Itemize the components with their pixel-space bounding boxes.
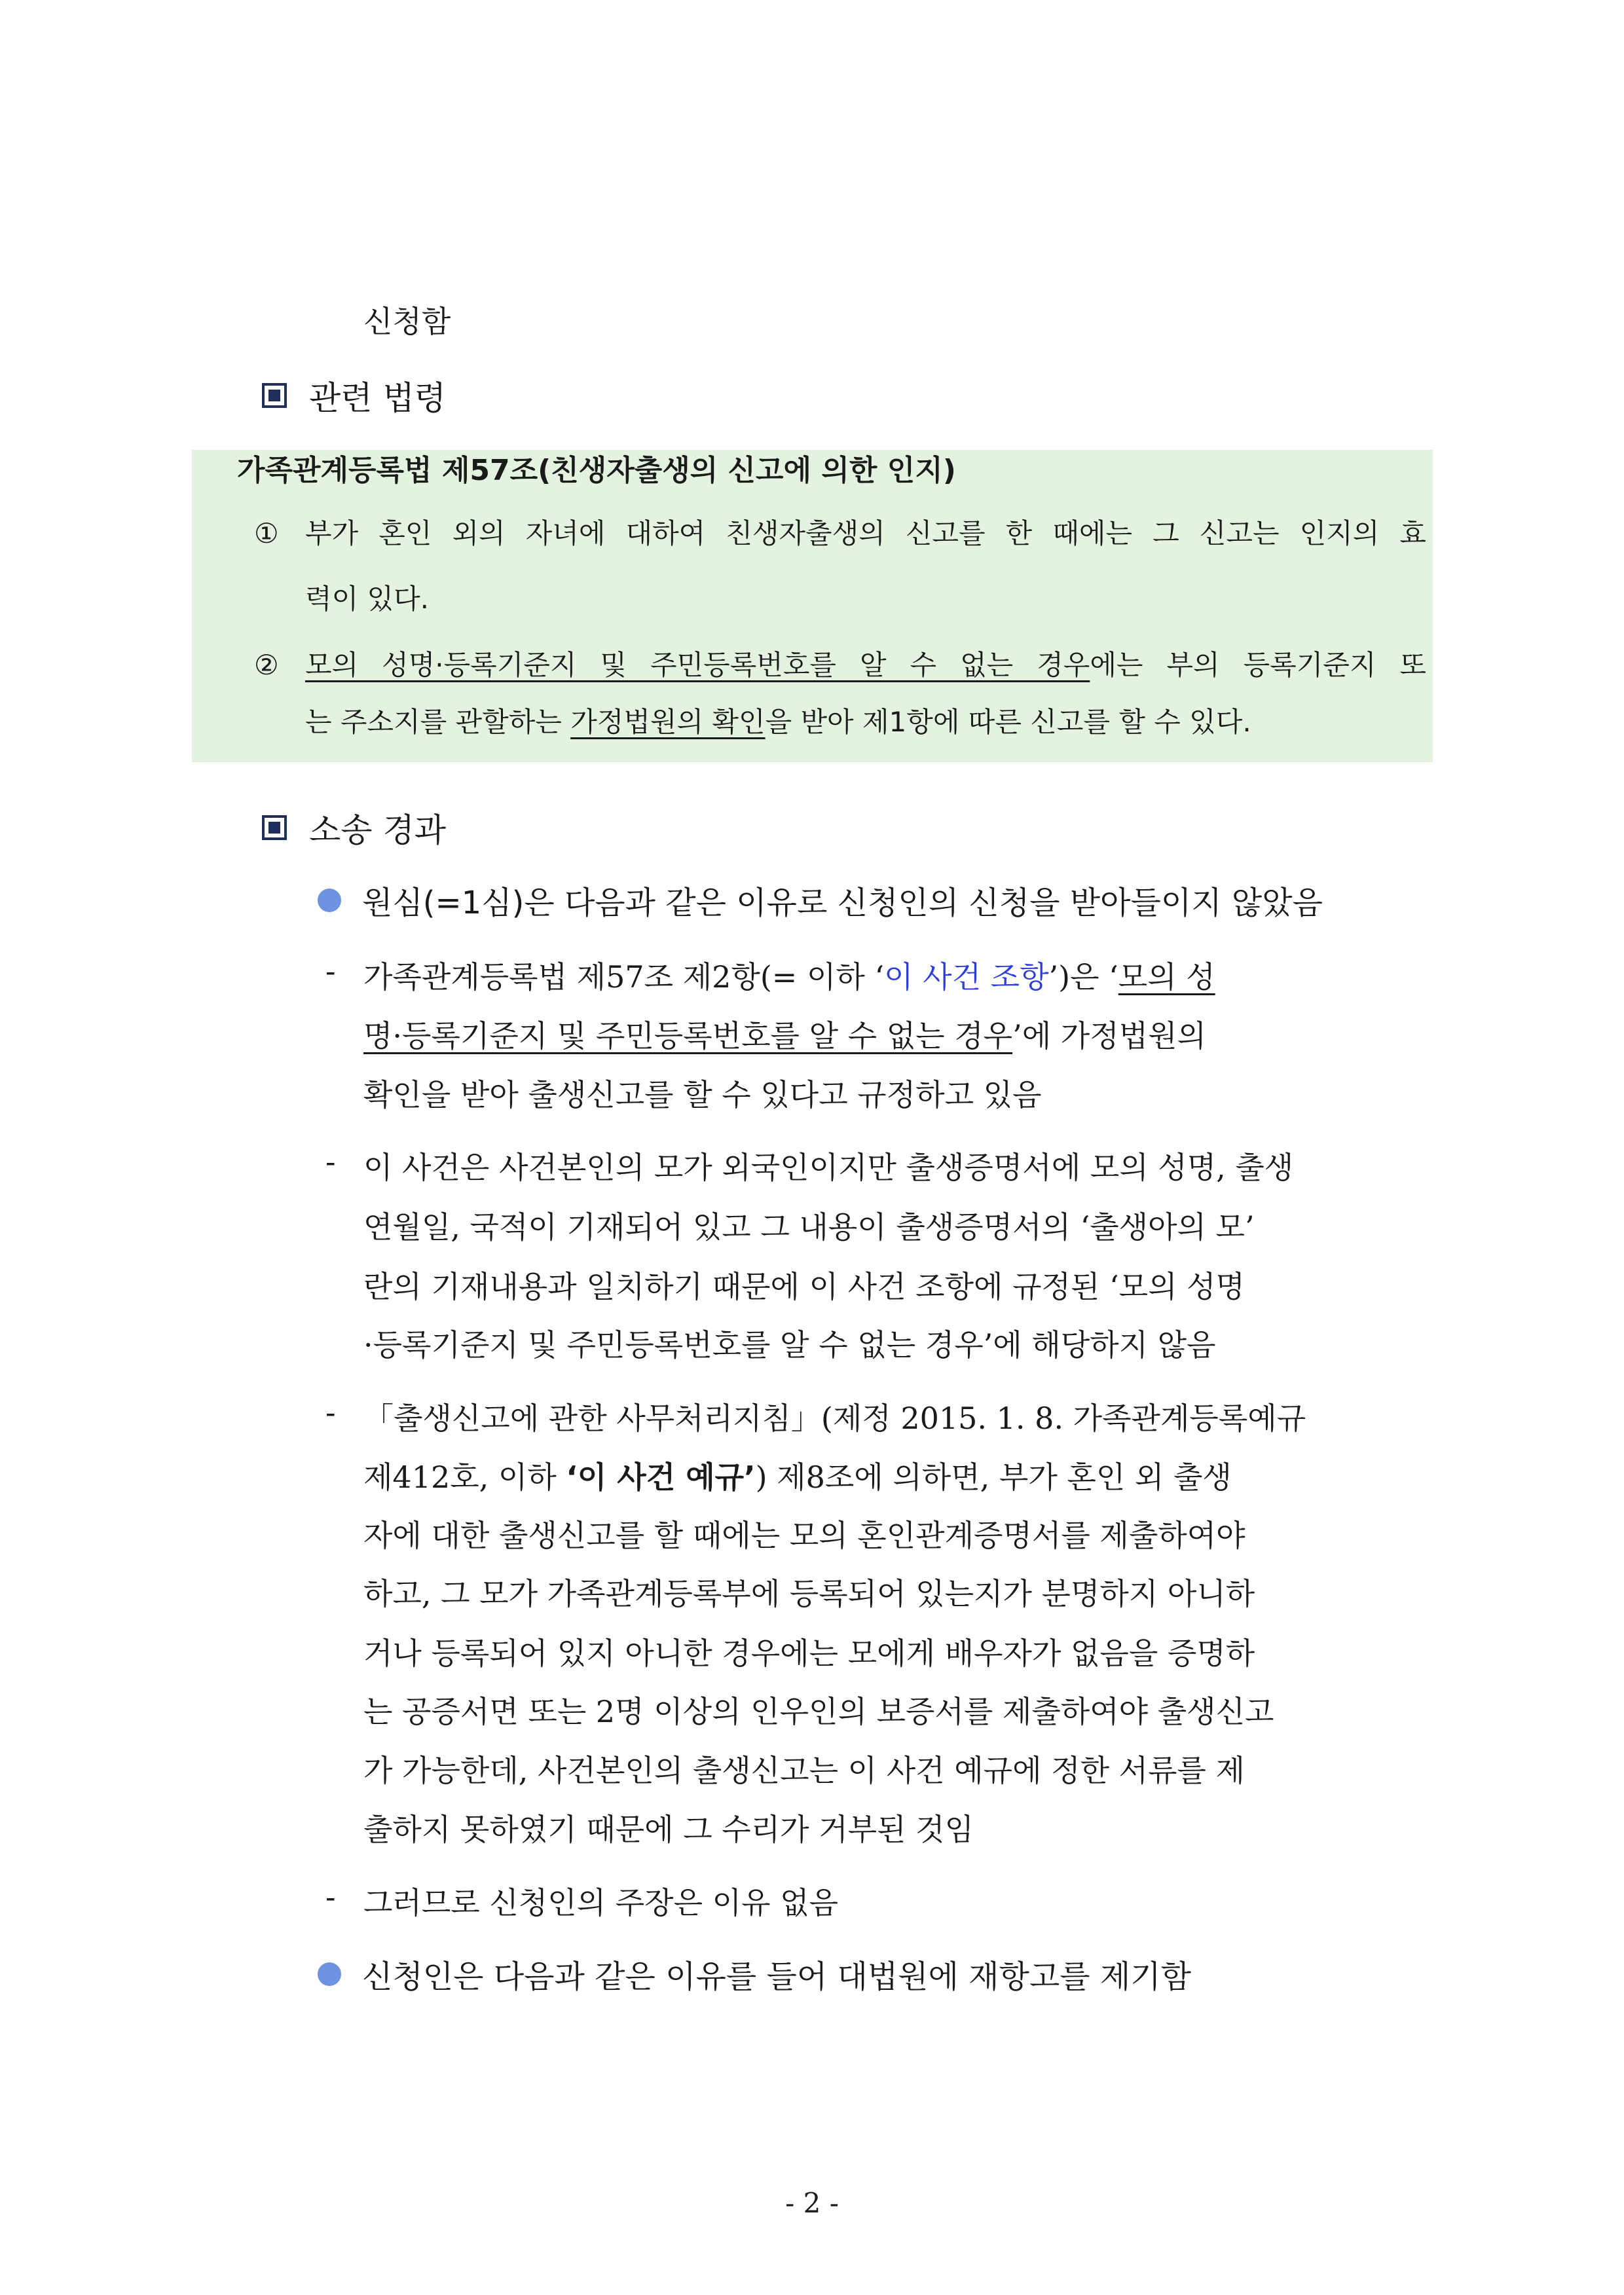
p2-line-1: 이 사건은 사건본인의 모가 외국인이지만 출생증명서에 모의 성명, 출생 [363, 1150, 1294, 1185]
p4-line-1: 그러므로 신청인의 주장은 이유 없음 [363, 1885, 839, 1920]
dash-marker: - [325, 953, 336, 989]
dash-marker: - [325, 1144, 336, 1179]
underlined-phrase: 가정법원의 확인 [570, 706, 766, 738]
p2-line-2: 연월일, 국적이 기재되어 있고 그 내용이 출생증명서의 ‘출생아의 모’ [363, 1209, 1255, 1245]
p3-line-3: 자에 대한 출생신고를 할 때에는 모의 혼인관계증명서를 제출하여야 [363, 1518, 1246, 1553]
circle-bullet-icon [318, 889, 341, 912]
p2-line-4: ·등록기준지 및 주민등록번호를 알 수 없는 경우’에 해당하지 않음 [363, 1327, 1216, 1363]
dash-marker: - [325, 1395, 336, 1430]
dash-marker: - [325, 1879, 336, 1915]
p3-line-4: 하고, 그 모가 가족관계등록부에 등록되어 있는지가 분명하지 아니하 [363, 1576, 1255, 1611]
law-title: 가족관계등록법 제57조(친생자출생의 신고에 의한 인지) [237, 454, 956, 487]
law-item-2-line-2: 는 주소지를 관할하는 가정법원의 확인을 받아 제1항에 따른 신고를 할 수 있다. [305, 706, 1251, 738]
section-heading-text: 소송 경과 [309, 811, 447, 849]
section-heading-related-law [262, 372, 446, 419]
p3-line-6: 는 공증서면 또는 2명 이상의 인우인의 보증서를 제출하여야 출생신고 [363, 1694, 1274, 1729]
p2-line-3: 란의 기재내용과 일치하기 때문에 이 사건 조항에 규정된 ‘모의 성명 [363, 1269, 1245, 1304]
p3-line-7: 가 가능한데, 사건본인의 출생신고는 이 사건 예규에 정한 서류를 제 [363, 1753, 1245, 1788]
bold-term: ‘이 사건 예규’ [566, 1460, 756, 1495]
p1-line-3: 확인을 받아 출생신고를 할 수 있다고 규정하고 있음 [363, 1077, 1042, 1112]
law-item-1-line-1: ① 부가 혼인 외의 자녀에 대하여 친생자출생의 신고를 한 때에는 그 신고는 인지의 효 [254, 517, 1426, 549]
section-heading-proceedings [262, 804, 446, 851]
law-item-marker: ② [254, 649, 279, 681]
p3-line-8: 출하지 못하였기 때문에 그 수리가 거부된 것임 [363, 1812, 974, 1847]
square-bullet-icon [262, 383, 287, 408]
lead-text: 신청함 [363, 304, 451, 339]
p3-line-2: 제412호, 이하 ‘이 사건 예규’) 제8조에 의하면, 부가 혼인 외 출생 [363, 1460, 1232, 1495]
p1-line-2: 명·등록기준지 및 주민등록번호를 알 수 없는 경우’에 가정법원의 [363, 1018, 1206, 1054]
p3-line-5: 거나 등록되어 있지 아니한 경우에는 모에게 배우자가 없음을 증명하 [363, 1636, 1255, 1671]
law-item-1-line-2: 력이 있다. [305, 583, 429, 615]
square-bullet-icon [262, 815, 287, 840]
bullet-item-2: 신청인은 다음과 같은 이유를 들어 대법원에 재항고를 제기함 [318, 1951, 1191, 1996]
page-number: - 2 - [785, 2187, 839, 2219]
law-item-marker: ① [254, 517, 279, 549]
law-item-2-line-1: ② 모의 성명·등록기준지 및 주민등록번호를 알 수 없는 경우에는 부의 등록기준지 또 [254, 649, 1426, 681]
bullet-item-1: 원심(=1심)은 다음과 같은 이유로 신청인의 신청을 받아들이지 않았음 [318, 877, 1323, 923]
p3-line-1: 「출생신고에 관한 사무처리지침」(제정 2015. 1. 8. 가족관계등록예규 [363, 1401, 1306, 1436]
circle-bullet-icon [318, 1962, 341, 1986]
p1-line-1: 가족관계등록법 제57조 제2항(= 이하 ‘이 사건 조항’)은 ‘모의 성 [363, 959, 1215, 995]
section-heading-text: 관련 법령 [309, 379, 447, 417]
highlight-term: 이 사건 조항 [884, 959, 1049, 995]
underlined-phrase: 모의 성명·등록기준지 및 주민등록번호를 알 수 없는 경우 [305, 649, 1090, 681]
